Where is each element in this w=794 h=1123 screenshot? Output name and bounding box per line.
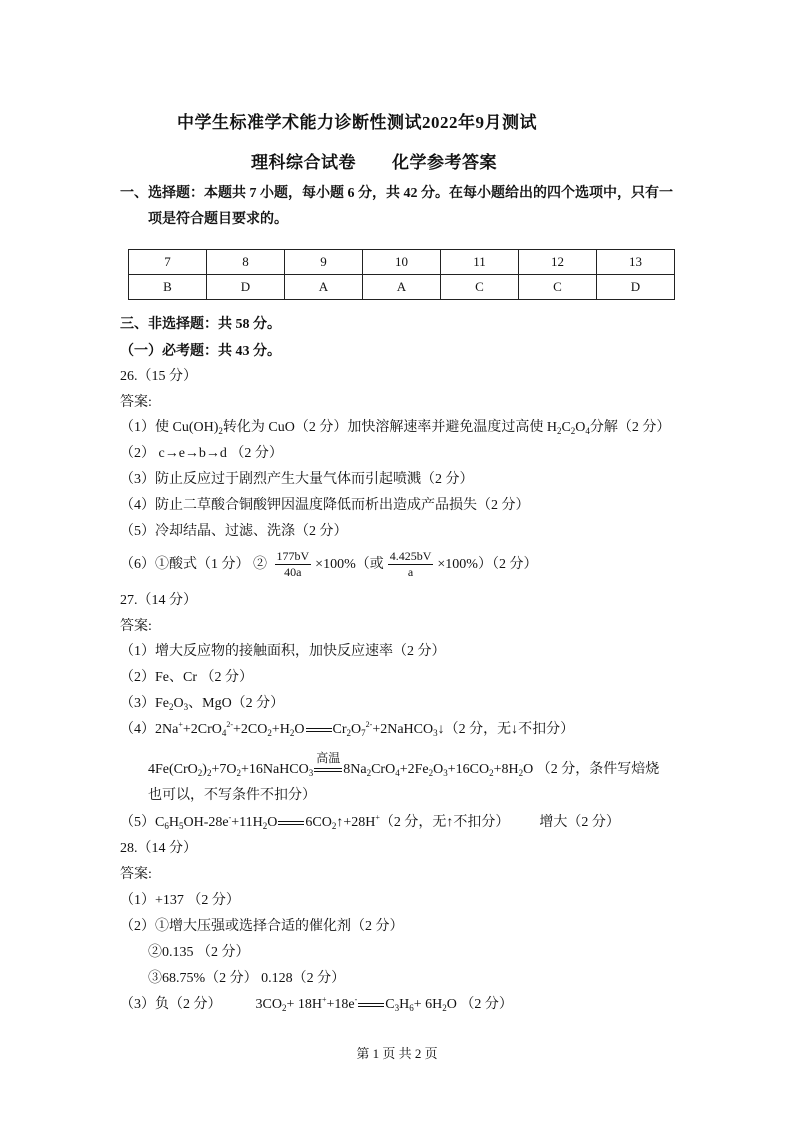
text: 、MgO（2 分） — [188, 696, 285, 711]
sub: 4 — [395, 768, 400, 778]
sub: 2 — [267, 728, 272, 738]
sub: 6 — [409, 1003, 414, 1013]
text: +18e — [326, 997, 355, 1012]
q27-header: 27.（14 分） — [120, 593, 197, 608]
sub: 2 — [206, 768, 212, 778]
sub: 2 — [197, 768, 203, 778]
text: +2CO — [233, 722, 268, 737]
q27-line-1: （1）增大反应物的接触面积，加快反应速率（2 分） — [120, 644, 446, 659]
sup: + — [178, 720, 183, 729]
table-row — [129, 250, 675, 275]
text: O — [433, 762, 444, 777]
sub: 3 — [183, 702, 189, 712]
sup: - — [354, 995, 358, 1004]
equals-sign — [306, 728, 332, 732]
numerator: 177bV — [276, 549, 310, 564]
text: ) — [202, 762, 207, 777]
q27-line-5-cont: 也可以，不写条件不扣分） — [148, 788, 316, 803]
sub: 2 — [366, 768, 372, 778]
table-cell: C — [441, 275, 519, 300]
text: （5）C — [120, 815, 165, 830]
text: 4Fe(CrO — [148, 762, 198, 777]
text: +16NaHCO — [240, 762, 309, 777]
text: O — [173, 696, 184, 711]
text: CrO — [371, 762, 396, 777]
sub: 4 — [221, 728, 227, 738]
q28-line-2: （2）①增大压强或选择合适的催化剂（2 分） — [120, 919, 404, 934]
fraction — [388, 549, 434, 580]
text: +16CO — [447, 762, 490, 777]
sub: 6 — [164, 821, 169, 831]
text: ↓（2 分，无↓不扣分） — [437, 722, 575, 737]
sub: 5 — [178, 821, 184, 831]
answer-table — [128, 249, 675, 300]
text: （4）2Na — [120, 722, 179, 737]
equals-sign — [358, 1003, 384, 1007]
text: OH-28e — [183, 815, 229, 830]
text: H — [399, 997, 410, 1012]
q26-line-2: （2） c→e→b→d （2 分） — [120, 446, 283, 461]
text: ↑+28H — [336, 815, 376, 830]
table-cell: 9 — [285, 250, 363, 275]
sub: 2 — [262, 821, 268, 831]
q27-line-2: （2）Fe、Cr （2 分） — [120, 670, 253, 685]
sub: 3 — [308, 768, 314, 778]
q28-line-4: ③68.75%（2 分） 0.128（2 分） — [148, 971, 346, 986]
sub: 2 — [346, 728, 352, 738]
q28-line-1: （1）+137 （2 分） — [120, 893, 240, 908]
text: O — [351, 722, 362, 737]
page-footer: 第 1 页 共 2 页 — [356, 1046, 438, 1061]
text: H — [168, 815, 179, 830]
text: O — [575, 420, 586, 435]
q26-line-1 — [120, 418, 670, 438]
text: +8H — [493, 762, 519, 777]
sub: 2 — [218, 426, 223, 436]
text: ×100%）（2 分） — [437, 557, 538, 572]
q27-line-6 — [120, 813, 620, 833]
numerator: 4.425bV — [389, 549, 432, 564]
table-cell: D — [597, 275, 675, 300]
text: 3CO — [255, 997, 282, 1012]
table-row — [129, 275, 675, 300]
fraction — [275, 549, 312, 580]
text: C — [561, 420, 571, 435]
text: （3）负（2 分） — [120, 997, 222, 1012]
text: 6CO — [305, 815, 332, 830]
table-cell: 10 — [363, 250, 441, 275]
table-cell: A — [363, 275, 441, 300]
table-cell: A — [285, 275, 363, 300]
reaction-arrow — [313, 751, 343, 780]
table-cell: D — [207, 275, 285, 300]
sub: 2 — [236, 768, 241, 778]
text: +7O — [211, 762, 237, 777]
table-cell: C — [519, 275, 597, 300]
sub: 2 — [428, 768, 434, 778]
text: O （2 分，条件写焙烧 — [523, 762, 660, 777]
q26-header: 26.（15 分） — [120, 369, 197, 384]
sub: 2 — [331, 821, 337, 831]
text: （1）使 Cu(OH) — [120, 420, 219, 435]
sub: 2 — [169, 702, 174, 712]
condition-label: 高温 — [316, 751, 341, 765]
text: （2 分，无↑不扣分） — [379, 815, 510, 830]
q27-line-3 — [120, 694, 284, 714]
table-cell: 13 — [597, 250, 675, 275]
sub: 3 — [433, 728, 438, 738]
section1-heading-cont: 项是符合题目要求的。 — [148, 212, 288, 227]
table-cell: B — [129, 275, 207, 300]
text: +2NaHCO — [372, 722, 434, 737]
denominator: 40a — [284, 565, 302, 580]
table-cell: 7 — [129, 250, 207, 275]
sub: 3 — [443, 768, 448, 778]
sub: 7 — [361, 728, 366, 738]
text: O — [294, 722, 305, 737]
text: O — [267, 815, 278, 830]
table-cell: 11 — [441, 250, 519, 275]
section1-heading: 一、选择题：本题共 7 小题，每小题 6 分，共 42 分。在每小题给出的四个选项中，只有一 — [120, 186, 673, 201]
q27-line-4 — [120, 720, 574, 740]
sub: 2 — [489, 768, 494, 778]
q26-line-6 — [120, 548, 537, 582]
q26-line-3: （3）防止反应过于剧烈产生大量气体而引起喷溅（2 分） — [120, 472, 474, 487]
subtitle-paper: 理科综合试卷 — [251, 153, 356, 172]
sup: + — [321, 995, 327, 1004]
text: +H — [271, 722, 290, 737]
page-title: 中学生标准学术能力诊断性测试2022年9月测试 — [177, 113, 537, 132]
text: +2CrO — [182, 722, 222, 737]
section3-heading: 三、非选择题：共 58 分。 — [120, 317, 281, 332]
table-cell: 12 — [519, 250, 597, 275]
sup: + — [375, 813, 380, 822]
sub: 2 — [281, 1003, 287, 1013]
q28-line-3: ②0.135 （2 分） — [148, 945, 250, 960]
q28-header: 28.（14 分） — [120, 841, 197, 856]
sub: 4 — [585, 426, 590, 436]
text: （6）①酸式（1 分） ② — [120, 557, 267, 572]
sub: 2 — [518, 768, 524, 778]
section3-subheading: （一）必考题：共 43 分。 — [120, 344, 281, 359]
equals-sign — [278, 821, 304, 825]
sup: - — [228, 813, 232, 822]
sub: 2 — [442, 1003, 447, 1013]
sub: 2 — [570, 426, 576, 436]
sub: 2 — [289, 728, 295, 738]
denominator: a — [407, 565, 414, 580]
subtitle-answers: 化学参考答案 — [392, 153, 497, 172]
text: + 6H — [413, 997, 443, 1012]
text: +2Fe — [399, 762, 429, 777]
q27-answer-label: 答案: — [120, 619, 152, 634]
text: ×100%（或 — [315, 557, 384, 572]
q28-answer-label: 答案: — [120, 867, 152, 882]
text: （3）Fe — [120, 696, 169, 711]
table-cell: 8 — [207, 250, 285, 275]
sup: 2- — [365, 720, 373, 729]
q26-line-5: （5）冷却结晶、过滤、洗涤（2 分） — [120, 524, 348, 539]
text: C — [385, 997, 395, 1012]
sup: 2- — [226, 720, 234, 729]
sub: 3 — [394, 1003, 400, 1013]
text: 转化为 CuO（2 分）加快溶解速率并避免温度过高使 H — [222, 420, 557, 435]
q28-line-5 — [120, 995, 513, 1015]
q27-line-5 — [148, 751, 660, 780]
text: + 18H — [286, 997, 322, 1012]
sub: 2 — [556, 426, 562, 436]
text: 分解（2 分） — [589, 420, 671, 435]
text: +11H — [231, 815, 263, 830]
text: 8Na — [343, 762, 367, 777]
text: 增大（2 分） — [539, 815, 620, 830]
text: Cr — [332, 722, 347, 737]
q26-line-4: （4）防止二草酸合铜酸钾因温度降低而析出造成产品损失（2 分） — [120, 498, 530, 513]
q26-answer-label: 答案: — [120, 395, 152, 410]
text: O （2 分） — [446, 997, 513, 1012]
